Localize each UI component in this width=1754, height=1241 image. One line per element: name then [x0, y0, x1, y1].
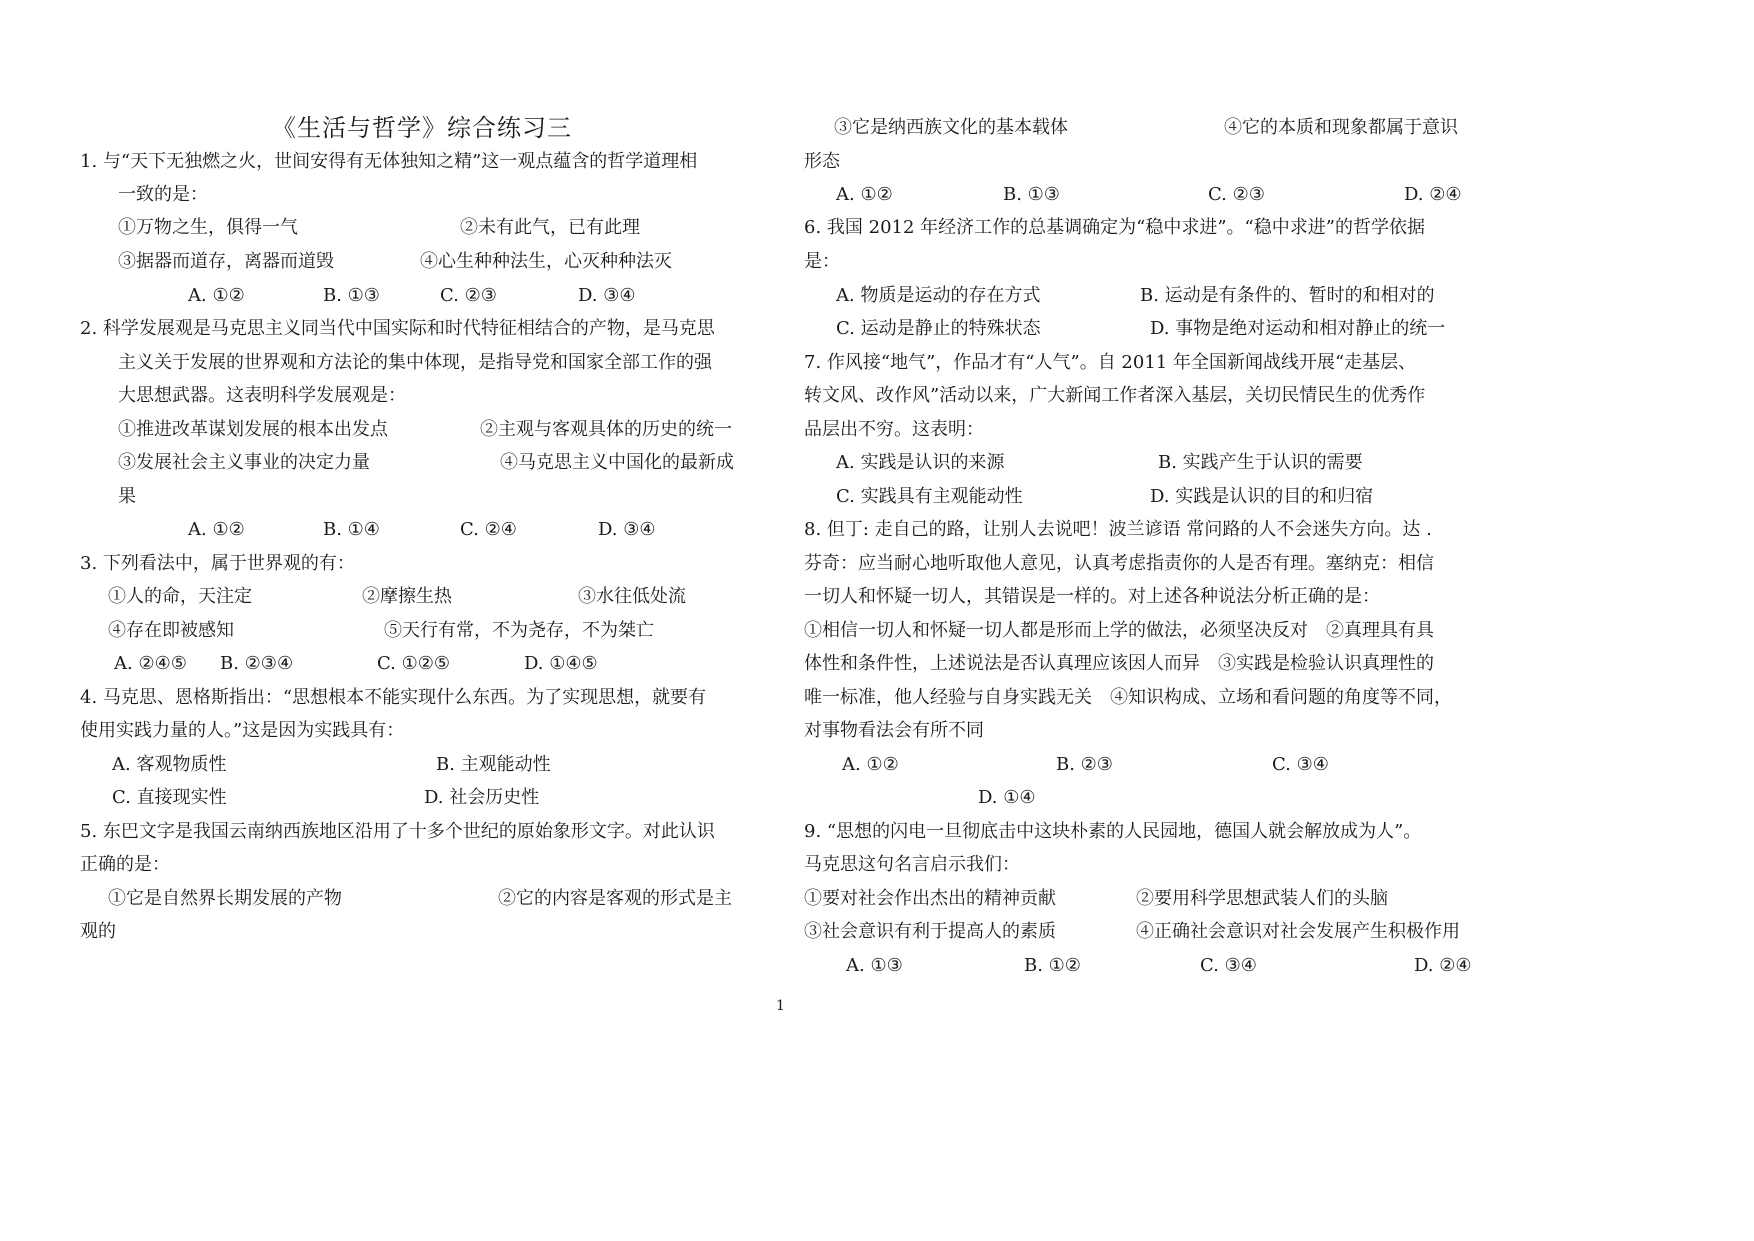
q5-choice-d: D. ②④: [1404, 184, 1462, 205]
q8-text-line2: 芬奇：应当耐心地听取他人意见，认真考虑指责你的人是否有理。塞纳克：相信: [804, 553, 1434, 574]
q2-choice-a: A. ①②: [188, 519, 245, 540]
q5-option-1: ①它是自然界长期发展的产物: [108, 888, 342, 909]
q5-option-2-cont: 观的: [80, 921, 116, 942]
q8-text-line1: 8. 但丁: 走自己的路，让别人去说吧！波兰谚语 常问路的人不会迷失方向。达 .: [804, 519, 1432, 540]
q5-stem-line2: 正确的是：: [80, 854, 170, 875]
q8-text-line6: 唯一标准，他人经验与自身实践无关 ④知识构成、立场和看问题的角度等不同，: [804, 687, 1452, 708]
q3-choice-c: C. ①②⑤: [377, 653, 450, 674]
q6-stem-line2: 是：: [804, 251, 840, 272]
q2-choice-c: C. ②④: [460, 519, 517, 540]
q3-choice-b: B. ②③④: [220, 653, 294, 674]
q1-choice-d: D. ③④: [578, 285, 636, 306]
q2-choice-b: B. ①④: [323, 519, 380, 540]
q9-choice-c: C. ③④: [1200, 955, 1257, 976]
q9-choice-d: D. ②④: [1414, 955, 1472, 976]
q4-choice-b: B. 主观能动性: [436, 754, 551, 775]
q4-choice-a: A. 客观物质性: [112, 754, 227, 775]
q1-stem-line2: 一致的是：: [118, 184, 208, 205]
q2-option-1: ①推进改革谋划发展的根本出发点: [118, 419, 388, 440]
q3-option-5: ⑤天行有常，不为尧存，不为桀亡: [384, 620, 654, 641]
q4-choice-c: C. 直接现实性: [112, 787, 227, 808]
q5-choice-c: C. ②③: [1208, 184, 1265, 205]
q3-option-4: ④存在即被感知: [108, 620, 234, 641]
q5-choice-b: B. ①③: [1003, 184, 1060, 205]
q2-option-3: ③发展社会主义事业的决定力量: [118, 452, 370, 473]
q9-stem-line2: 马克思这句名言启示我们：: [804, 854, 1020, 875]
q7-stem-line1: 7. 作风接“地气”，作品才有“人气”。自 2011 年全国新闻战线开展“走基层、: [804, 352, 1417, 373]
q3-stem: 3. 下列看法中，属于世界观的有：: [80, 553, 355, 574]
q8-text-line3: 一切人和怀疑一切人，其错误是一样的。对上述各种说法分析正确的是：: [804, 586, 1380, 607]
q3-choice-a: A. ②④⑤: [114, 653, 187, 674]
q1-choice-a: A. ①②: [188, 285, 245, 306]
q7-choice-c: C. 实践具有主观能动性: [836, 486, 1023, 507]
q3-option-2: ②摩擦生热: [362, 586, 452, 607]
q8-text-line4: ①相信一切人和怀疑一切人都是形而上学的做法，必须坚决反对 ②真理具有具: [804, 620, 1434, 641]
q2-option-4: ④马克思主义中国化的最新成: [500, 452, 734, 473]
q5-stem-line1: 5. 东巴文字是我国云南纳西族地区沿用了十多个世纪的原始象形文字。对此认识: [80, 821, 715, 842]
q5-option-4: ④它的本质和现象都属于意识: [1224, 117, 1458, 138]
q2-stem-line2: 主义关于发展的世界观和方法论的集中体现，是指导党和国家全部工作的强: [118, 352, 712, 373]
q2-option-2: ②主观与客观具体的历史的统一: [480, 419, 732, 440]
q6-choice-d: D. 事物是绝对运动和相对静止的统一: [1150, 318, 1446, 339]
q9-stem-line1: 9. “思想的闪电一旦彻底击中这块朴素的人民园地，德国人就会解放成为人”。: [804, 821, 1422, 842]
q1-option-1: ①万物之生，俱得一气: [118, 217, 298, 238]
q7-choice-d: D. 实践是认识的目的和归宿: [1150, 486, 1374, 507]
q2-stem-line1: 2. 科学发展观是马克思主义同当代中国实际和时代特征相结合的产物，是马克思: [80, 318, 715, 339]
q6-choice-c: C. 运动是静止的特殊状态: [836, 318, 1041, 339]
q4-stem-line2: 使用实践力量的人。”这是因为实践具有：: [80, 720, 405, 741]
q6-choice-a: A. 物质是运动的存在方式: [836, 285, 1041, 306]
q4-stem-line1: 4. 马克思、恩格斯指出：“思想根本不能实现什么东西。为了实现思想，就要有: [80, 687, 707, 708]
q2-choice-d: D. ③④: [598, 519, 656, 540]
q2-option-4-cont: 果: [118, 486, 136, 507]
q5-choice-a: A. ①②: [836, 184, 893, 205]
q6-stem-line1: 6. 我国 2012 年经济工作的总基调确定为“稳中求进”。“稳中求进”的哲学依据: [804, 217, 1425, 238]
q8-choice-d: D. ①④: [978, 787, 1036, 808]
q8-choice-c: C. ③④: [1272, 754, 1329, 775]
q7-stem-line2: 转文风、改作风”活动以来，广大新闻工作者深入基层，关切民情民生的优秀作: [804, 385, 1426, 406]
q9-option-4: ④正确社会意识对社会发展产生积极作用: [1136, 921, 1460, 942]
q5-option-4-cont: 形态: [804, 151, 840, 172]
q1-option-4: ④心生种种法生，心灭种种法灭: [420, 251, 672, 272]
q3-choice-d: D. ①④⑤: [524, 653, 598, 674]
page-number: 1: [776, 998, 785, 1014]
q9-option-3: ③社会意识有利于提高人的素质: [804, 921, 1056, 942]
page-title: 《生活与哲学》综合练习三: [272, 114, 572, 142]
q1-option-3: ③据器而道存，离器而道毁: [118, 251, 334, 272]
q9-choice-a: A. ①③: [846, 955, 903, 976]
q1-option-2: ②未有此气，已有此理: [460, 217, 640, 238]
q4-choice-d: D. 社会历史性: [424, 787, 540, 808]
q7-stem-line3: 品层出不穷。这表明：: [804, 419, 984, 440]
q1-choice-c: C. ②③: [440, 285, 497, 306]
q5-option-3: ③它是纳西族文化的基本载体: [834, 117, 1068, 138]
q9-option-1: ①要对社会作出杰出的精神贡献: [804, 888, 1056, 909]
q8-choice-b: B. ②③: [1056, 754, 1113, 775]
q2-stem-line3: 大思想武器。这表明科学发展观是：: [118, 385, 406, 406]
q8-text-line7: 对事物看法会有所不同: [804, 720, 984, 741]
q3-option-3: ③水往低处流: [578, 586, 686, 607]
q5-option-2: ②它的内容是客观的形式是主: [498, 888, 732, 909]
q8-text-line5: 体性和条件性，上述说法是否认真理应该因人而异 ③实践是检验认识真理性的: [804, 653, 1434, 674]
q9-option-2: ②要用科学思想武装人们的头脑: [1136, 888, 1388, 909]
q7-choice-b: B. 实践产生于认识的需要: [1158, 452, 1363, 473]
q8-choice-a: A. ①②: [842, 754, 899, 775]
q3-option-1: ①人的命，天注定: [108, 586, 252, 607]
q6-choice-b: B. 运动是有条件的、暂时的和相对的: [1140, 285, 1435, 306]
q1-stem-line1: 1. 与“天下无独燃之火，世间安得有无体独知之精”这一观点蕴含的哲学道理相: [80, 151, 698, 172]
q7-choice-a: A. 实践是认识的来源: [836, 452, 1005, 473]
q1-choice-b: B. ①③: [323, 285, 380, 306]
q9-choice-b: B. ①②: [1024, 955, 1081, 976]
